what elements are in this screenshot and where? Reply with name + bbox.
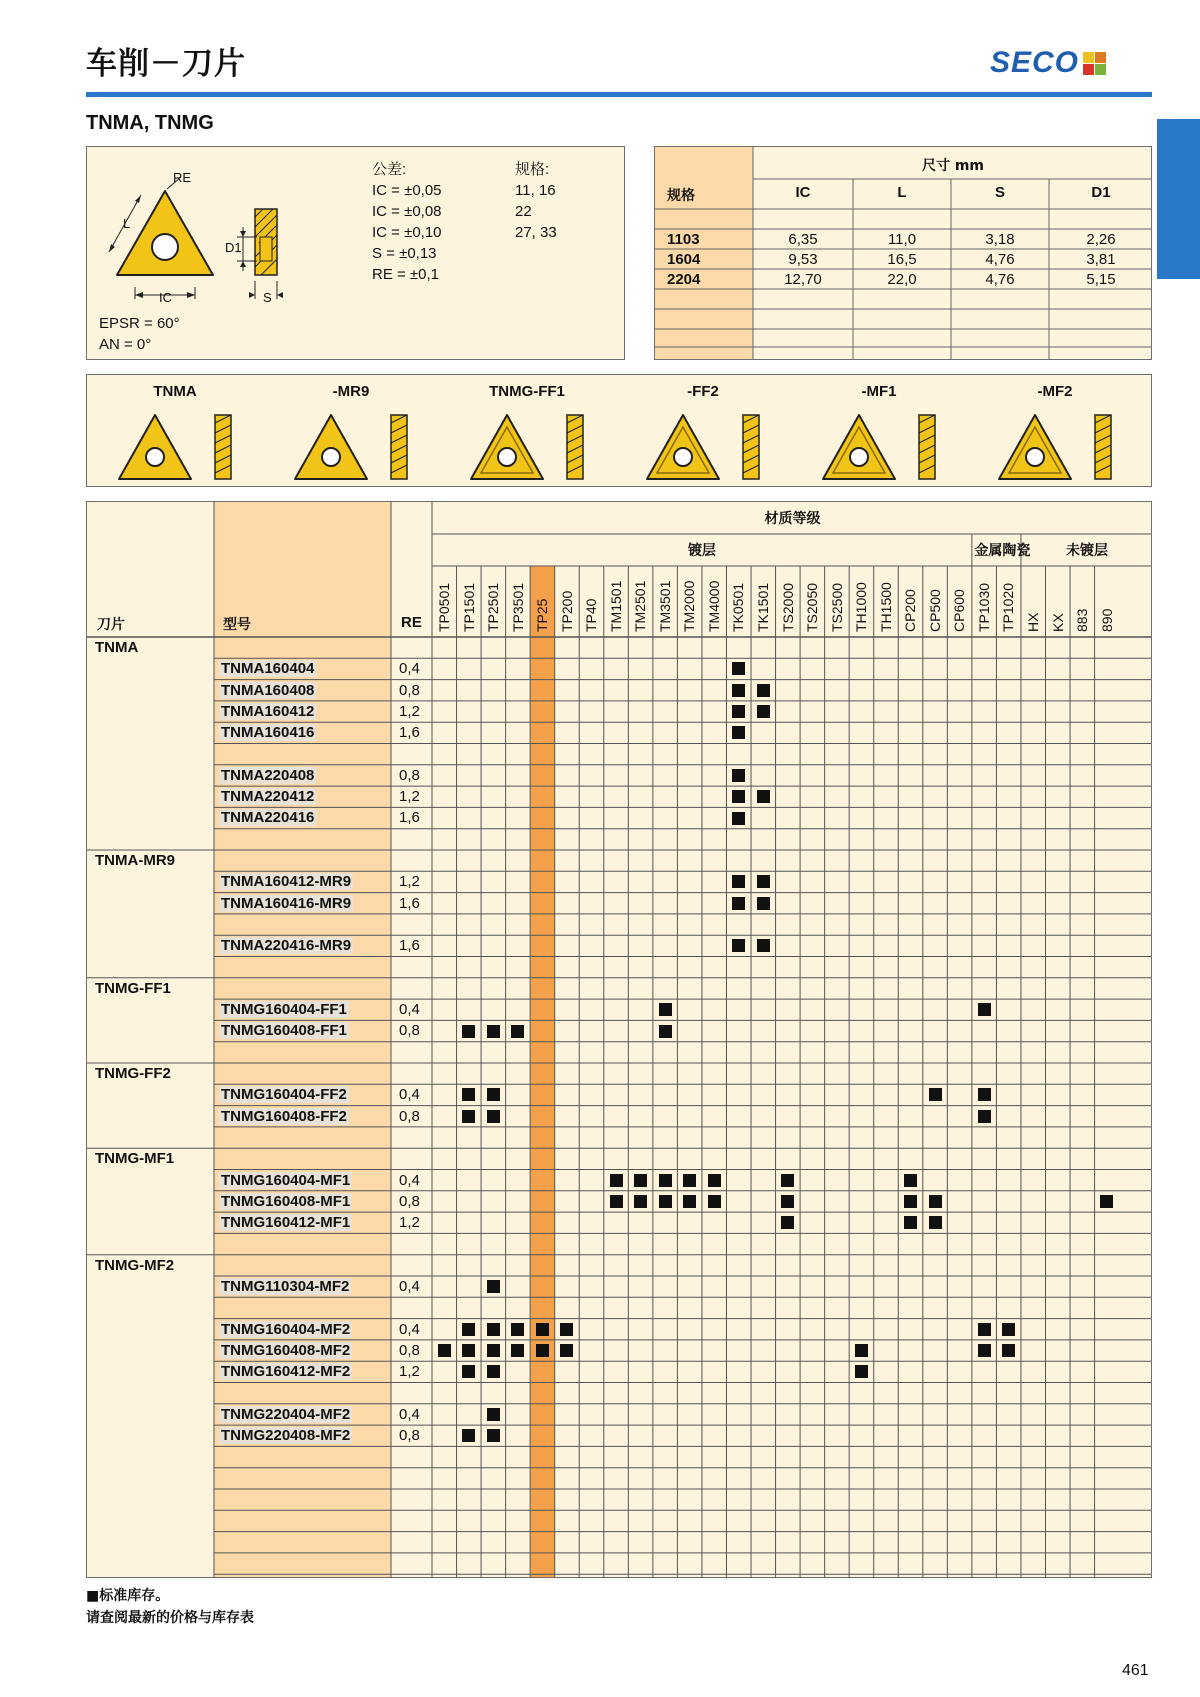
shape-label: -MR9 bbox=[332, 383, 370, 400]
stock-mark bbox=[978, 1003, 991, 1016]
insert-model: TNMA220416 bbox=[221, 809, 315, 827]
stock-mark bbox=[978, 1088, 991, 1101]
stock-mark bbox=[708, 1174, 721, 1187]
stock-mark bbox=[560, 1344, 573, 1357]
insert-re: 1,2 bbox=[399, 873, 420, 891]
insert-group-label: TNMG-FF2 bbox=[95, 1065, 171, 1082]
grade-table bbox=[86, 501, 1152, 1578]
insert-group-label: TNMG-MF1 bbox=[95, 1150, 175, 1168]
logo-squares-icon bbox=[1083, 52, 1106, 75]
stock-mark bbox=[487, 1408, 500, 1421]
grade-header-883: 883 bbox=[1074, 608, 1091, 632]
grade-header-hx: HX bbox=[1024, 612, 1041, 632]
stock-mark bbox=[487, 1429, 500, 1442]
dimensions-col-header: L bbox=[897, 184, 907, 201]
insert-model: TNMG160404-FF1 bbox=[221, 1001, 347, 1019]
insert-re: 0,8 bbox=[399, 1427, 420, 1445]
grade-header-tp0501: TP0501 bbox=[436, 582, 452, 632]
grade-header-tk0501: TK0501 bbox=[730, 582, 747, 632]
insert-model: TNMG160408-MF1 bbox=[221, 1192, 351, 1210]
stock-mark bbox=[1100, 1195, 1113, 1208]
insert-re: 0,8 bbox=[399, 1022, 420, 1040]
label-s: S bbox=[263, 290, 272, 305]
stock-mark bbox=[732, 875, 745, 888]
dimensions-value-cell: 22,0 bbox=[887, 271, 917, 288]
stock-mark bbox=[978, 1344, 991, 1357]
stock-mark bbox=[487, 1365, 500, 1378]
insert-model: TNMG160412-MF2 bbox=[221, 1363, 351, 1381]
grade-header-th1000: TH1000 bbox=[853, 582, 870, 632]
stock-mark bbox=[659, 1174, 672, 1187]
stock-mark bbox=[781, 1195, 794, 1208]
insert-shape-icon bbox=[999, 415, 1111, 479]
shape-label: -MF2 bbox=[1037, 383, 1073, 400]
tolerance-label: 公差: bbox=[372, 161, 407, 178]
insert-re: 0,4 bbox=[399, 1278, 420, 1295]
dimensions-col-header: S bbox=[994, 184, 1005, 201]
insert-model: TNMA160404 bbox=[221, 660, 315, 678]
insert-re: 0,4 bbox=[399, 1086, 420, 1104]
side-tab bbox=[1157, 119, 1200, 279]
stock-mark bbox=[732, 705, 745, 718]
stock-mark bbox=[757, 897, 770, 910]
sizes-label: 规格: bbox=[515, 161, 550, 178]
label-l: L bbox=[123, 216, 131, 231]
insert-re: 1,2 bbox=[399, 702, 420, 720]
grade-header-tp1501: TP1501 bbox=[460, 582, 477, 632]
stock-mark bbox=[487, 1344, 500, 1357]
insert-model: TNMA220416-MR9 bbox=[221, 937, 352, 955]
label-re: RE bbox=[173, 170, 192, 185]
grade-header-tk1501: TK1501 bbox=[755, 582, 772, 632]
insert-re: 1,2 bbox=[399, 1214, 420, 1232]
insert-group-label: TNMA bbox=[95, 639, 139, 656]
insert-shape-icon bbox=[471, 415, 583, 479]
grade-header-kx: KX bbox=[1049, 613, 1066, 632]
tolerance-item: IC = ±0,08 bbox=[372, 203, 442, 220]
stock-mark bbox=[487, 1025, 500, 1038]
insert-re: 0,4 bbox=[399, 1171, 420, 1189]
stock-mark bbox=[855, 1344, 868, 1357]
an-text: AN = 0° bbox=[99, 336, 152, 353]
insert-model: TNMG160412-MF1 bbox=[221, 1214, 351, 1232]
stock-mark bbox=[683, 1195, 696, 1208]
dimensions-size-header: 规格 bbox=[667, 188, 695, 204]
stock-mark bbox=[659, 1025, 672, 1038]
stock-mark bbox=[462, 1365, 475, 1378]
size-item: 27, 33 bbox=[515, 224, 557, 241]
stock-mark bbox=[732, 812, 745, 825]
insert-model: TNMA220408 bbox=[221, 766, 315, 784]
stock-mark bbox=[487, 1110, 500, 1123]
insert-re: 1,6 bbox=[399, 894, 420, 912]
col-header-insert: 刀片 bbox=[97, 617, 125, 633]
page-number: 461 bbox=[1122, 1662, 1149, 1679]
insert-model: TNMG220408-MF2 bbox=[221, 1427, 351, 1445]
grade-header-ts2000: TS2000 bbox=[779, 582, 796, 632]
insert-re: 0,4 bbox=[399, 1405, 420, 1423]
shape-label: -MF1 bbox=[861, 383, 897, 400]
insert-re: 0,8 bbox=[399, 1192, 420, 1210]
insert-re: 0,8 bbox=[399, 1107, 420, 1125]
stock-mark bbox=[757, 684, 770, 697]
insert-re: 0,4 bbox=[399, 1320, 420, 1338]
stock-mark bbox=[757, 875, 770, 888]
stock-mark bbox=[732, 897, 745, 910]
insert-group-label: TNMG-FF1 bbox=[95, 979, 171, 997]
stock-mark bbox=[511, 1025, 524, 1038]
stock-mark bbox=[462, 1088, 475, 1101]
stock-mark bbox=[732, 662, 745, 675]
insert-re: 1,6 bbox=[399, 724, 420, 742]
dimensions-value-cell: 16,5 bbox=[887, 251, 917, 268]
stock-mark bbox=[462, 1429, 475, 1442]
stock-mark bbox=[487, 1088, 500, 1101]
grade-header-main: 材质等级 bbox=[764, 511, 821, 527]
stock-mark bbox=[732, 684, 745, 697]
insert-model: TNMG160408-FF1 bbox=[221, 1022, 347, 1040]
stock-mark bbox=[732, 769, 745, 782]
dimensions-value-cell: 4,76 bbox=[985, 271, 1015, 288]
legend-price-note: 请查阅最新的价格与库存表 bbox=[86, 1610, 254, 1626]
seco-logo bbox=[990, 46, 1106, 80]
insert-model: TNMG160404-MF1 bbox=[221, 1171, 351, 1189]
grade-header-tm4000: TM4000 bbox=[705, 580, 722, 632]
insert-model: TNMG160408-FF2 bbox=[221, 1107, 347, 1125]
grade-header-tp2501: TP2501 bbox=[485, 582, 502, 632]
stock-mark bbox=[634, 1174, 647, 1187]
stock-mark bbox=[462, 1344, 475, 1357]
stock-mark bbox=[978, 1110, 991, 1123]
stock-mark bbox=[757, 939, 770, 952]
grade-header-tm1501: TM1501 bbox=[607, 580, 624, 632]
grade-header-ts2500: TS2500 bbox=[828, 582, 845, 632]
grade-header-tm3501: TM3501 bbox=[656, 580, 673, 632]
insert-re: 1,2 bbox=[399, 788, 420, 806]
dimensions-value-cell: 6,35 bbox=[788, 231, 818, 248]
grade-header-th1500: TH1500 bbox=[877, 582, 894, 632]
insert-model: TNMA160416-MR9 bbox=[221, 894, 352, 912]
tolerance-list bbox=[372, 180, 442, 285]
insert-model: TNMG160408-MF2 bbox=[221, 1341, 351, 1359]
stock-mark bbox=[511, 1344, 524, 1357]
dimensions-size-cell: 1604 bbox=[667, 251, 701, 268]
epsr-text: EPSR = 60° bbox=[99, 315, 180, 332]
stock-mark bbox=[904, 1216, 917, 1229]
stock-mark bbox=[904, 1195, 917, 1208]
insert-re: 0,8 bbox=[399, 1341, 420, 1359]
stock-mark bbox=[757, 790, 770, 803]
dimensions-group-header: 尺寸 mm bbox=[921, 158, 985, 174]
dimensions-size-cell: 2204 bbox=[667, 271, 701, 288]
logo-text: SECO bbox=[990, 46, 1080, 79]
stock-mark bbox=[1002, 1323, 1015, 1336]
grade-header-tp1020: TP1020 bbox=[1000, 582, 1017, 632]
stock-mark bbox=[855, 1365, 868, 1378]
dimensions-value-cell: 3,18 bbox=[985, 231, 1015, 248]
insert-re: 1,2 bbox=[399, 1363, 420, 1381]
stock-mark bbox=[781, 1216, 794, 1229]
insert-model: TNMG110304-MF2 bbox=[221, 1278, 350, 1295]
insert-model: TNMG160404-FF2 bbox=[221, 1086, 347, 1104]
insert-shape-icon bbox=[647, 415, 759, 479]
insert-model: TNMA160412 bbox=[221, 702, 315, 720]
insert-diagram bbox=[97, 159, 317, 329]
dimensions-col-header: D1 bbox=[1091, 184, 1111, 201]
shape-label: -FF2 bbox=[687, 383, 719, 400]
dimensions-panel bbox=[654, 146, 1152, 360]
grade-header-cermet: 金属陶瓷 bbox=[974, 543, 1031, 559]
dimensions-value-cell: 12,70 bbox=[784, 271, 822, 288]
dimensions-col-header: IC bbox=[795, 184, 811, 201]
dimensions-value-cell: 5,15 bbox=[1086, 271, 1116, 288]
grade-header-cp500: CP500 bbox=[926, 589, 943, 632]
insert-model: TNMG220404-MF2 bbox=[221, 1405, 351, 1423]
dimensions-value-cell: 2,26 bbox=[1086, 231, 1116, 248]
stock-mark bbox=[610, 1174, 623, 1187]
stock-mark bbox=[683, 1174, 696, 1187]
grade-header-tm2501: TM2501 bbox=[632, 580, 649, 632]
insert-shape-icon bbox=[119, 415, 231, 479]
page-title: 车削－刀片 bbox=[86, 46, 246, 82]
spec-panel bbox=[86, 146, 625, 360]
grade-header-tp200: TP200 bbox=[558, 590, 575, 632]
tolerance-item: RE = ±0,1 bbox=[372, 266, 440, 283]
stock-mark bbox=[978, 1323, 991, 1336]
stock-mark bbox=[659, 1003, 672, 1016]
stock-mark bbox=[929, 1216, 942, 1229]
stock-mark bbox=[781, 1174, 794, 1187]
stock-mark bbox=[732, 939, 745, 952]
grade-header-tp1030: TP1030 bbox=[975, 582, 992, 632]
insert-re: 1,6 bbox=[399, 937, 420, 955]
size-item: 22 bbox=[515, 203, 532, 220]
stock-mark bbox=[560, 1323, 573, 1336]
stock-mark bbox=[462, 1110, 475, 1123]
stock-mark bbox=[757, 705, 770, 718]
insert-shape-icon bbox=[295, 415, 407, 479]
dimensions-value-cell: 3,81 bbox=[1086, 251, 1116, 268]
grade-header-ts2050: TS2050 bbox=[804, 582, 821, 632]
stock-mark bbox=[929, 1195, 942, 1208]
label-ic: IC bbox=[159, 290, 172, 305]
stock-mark bbox=[732, 790, 745, 803]
tolerance-item: S = ±0,13 bbox=[372, 245, 437, 262]
stock-mark bbox=[462, 1025, 475, 1038]
shapes-panel bbox=[86, 374, 1152, 487]
stock-mark bbox=[536, 1323, 549, 1336]
shape-label: TNMG-FF1 bbox=[489, 383, 565, 400]
stock-mark bbox=[929, 1088, 942, 1101]
stock-mark bbox=[904, 1174, 917, 1187]
title-rule bbox=[86, 92, 1152, 97]
stock-mark bbox=[610, 1195, 623, 1208]
stock-mark bbox=[634, 1195, 647, 1208]
insert-re: 0,8 bbox=[399, 766, 420, 784]
stock-mark bbox=[462, 1323, 475, 1336]
insert-re: 0,4 bbox=[399, 660, 420, 678]
tolerance-item: IC = ±0,05 bbox=[372, 182, 442, 199]
grade-header-tm2000: TM2000 bbox=[681, 580, 698, 632]
stock-mark bbox=[438, 1344, 451, 1357]
insert-group-label: TNMA-MR9 bbox=[95, 852, 175, 869]
dimensions-value-cell: 4,76 bbox=[985, 251, 1015, 268]
legend bbox=[86, 1585, 254, 1629]
grade-header-tp3501: TP3501 bbox=[509, 582, 526, 632]
shape-label: TNMA bbox=[153, 383, 197, 400]
dimensions-size-cell: 1103 bbox=[667, 231, 700, 248]
dimensions-value-cell: 9,53 bbox=[788, 251, 818, 268]
stock-mark bbox=[511, 1323, 524, 1336]
size-item: 11, 16 bbox=[515, 182, 556, 199]
section-subtitle: TNMA, TNMG bbox=[86, 112, 214, 134]
stock-mark bbox=[659, 1195, 672, 1208]
grade-header-tp40: TP40 bbox=[583, 598, 600, 632]
grade-header-890: 890 bbox=[1098, 608, 1115, 632]
grade-header-uncoated: 未镀层 bbox=[1065, 543, 1108, 559]
label-d1: D1 bbox=[225, 240, 242, 255]
stock-mark bbox=[487, 1323, 500, 1336]
insert-re: 0,4 bbox=[399, 1001, 420, 1019]
grade-header-coated: 镀层 bbox=[687, 543, 716, 559]
insert-model: TNMA220412 bbox=[221, 788, 315, 806]
insert-group-label: TNMG-MF2 bbox=[95, 1256, 175, 1274]
insert-shape-icon bbox=[823, 415, 935, 479]
grade-header-cp200: CP200 bbox=[902, 589, 919, 632]
stock-mark bbox=[732, 726, 745, 739]
stock-mark bbox=[1002, 1344, 1015, 1357]
stock-mark bbox=[536, 1344, 549, 1357]
insert-re: 1,6 bbox=[399, 809, 420, 827]
insert-model: TNMG160404-MF2 bbox=[221, 1320, 351, 1338]
tolerance-item: IC = ±0,10 bbox=[372, 224, 442, 241]
col-header-model: 型号 bbox=[223, 617, 251, 633]
insert-model: TNMA160416 bbox=[221, 724, 315, 742]
col-header-re: RE bbox=[401, 614, 422, 631]
grade-header-cp600: CP600 bbox=[951, 589, 968, 632]
insert-re: 0,8 bbox=[399, 681, 420, 699]
insert-model: TNMA160408 bbox=[221, 681, 315, 699]
stock-mark bbox=[487, 1280, 500, 1293]
insert-model: TNMA160412-MR9 bbox=[221, 873, 352, 891]
dimensions-value-cell: 11,0 bbox=[887, 231, 917, 248]
grade-header-tp25: TP25 bbox=[534, 598, 551, 632]
legend-stock: ■标准库存。 bbox=[86, 1588, 170, 1604]
stock-mark bbox=[708, 1195, 721, 1208]
sizes-list bbox=[515, 180, 557, 243]
shape-drawings bbox=[87, 375, 1153, 488]
